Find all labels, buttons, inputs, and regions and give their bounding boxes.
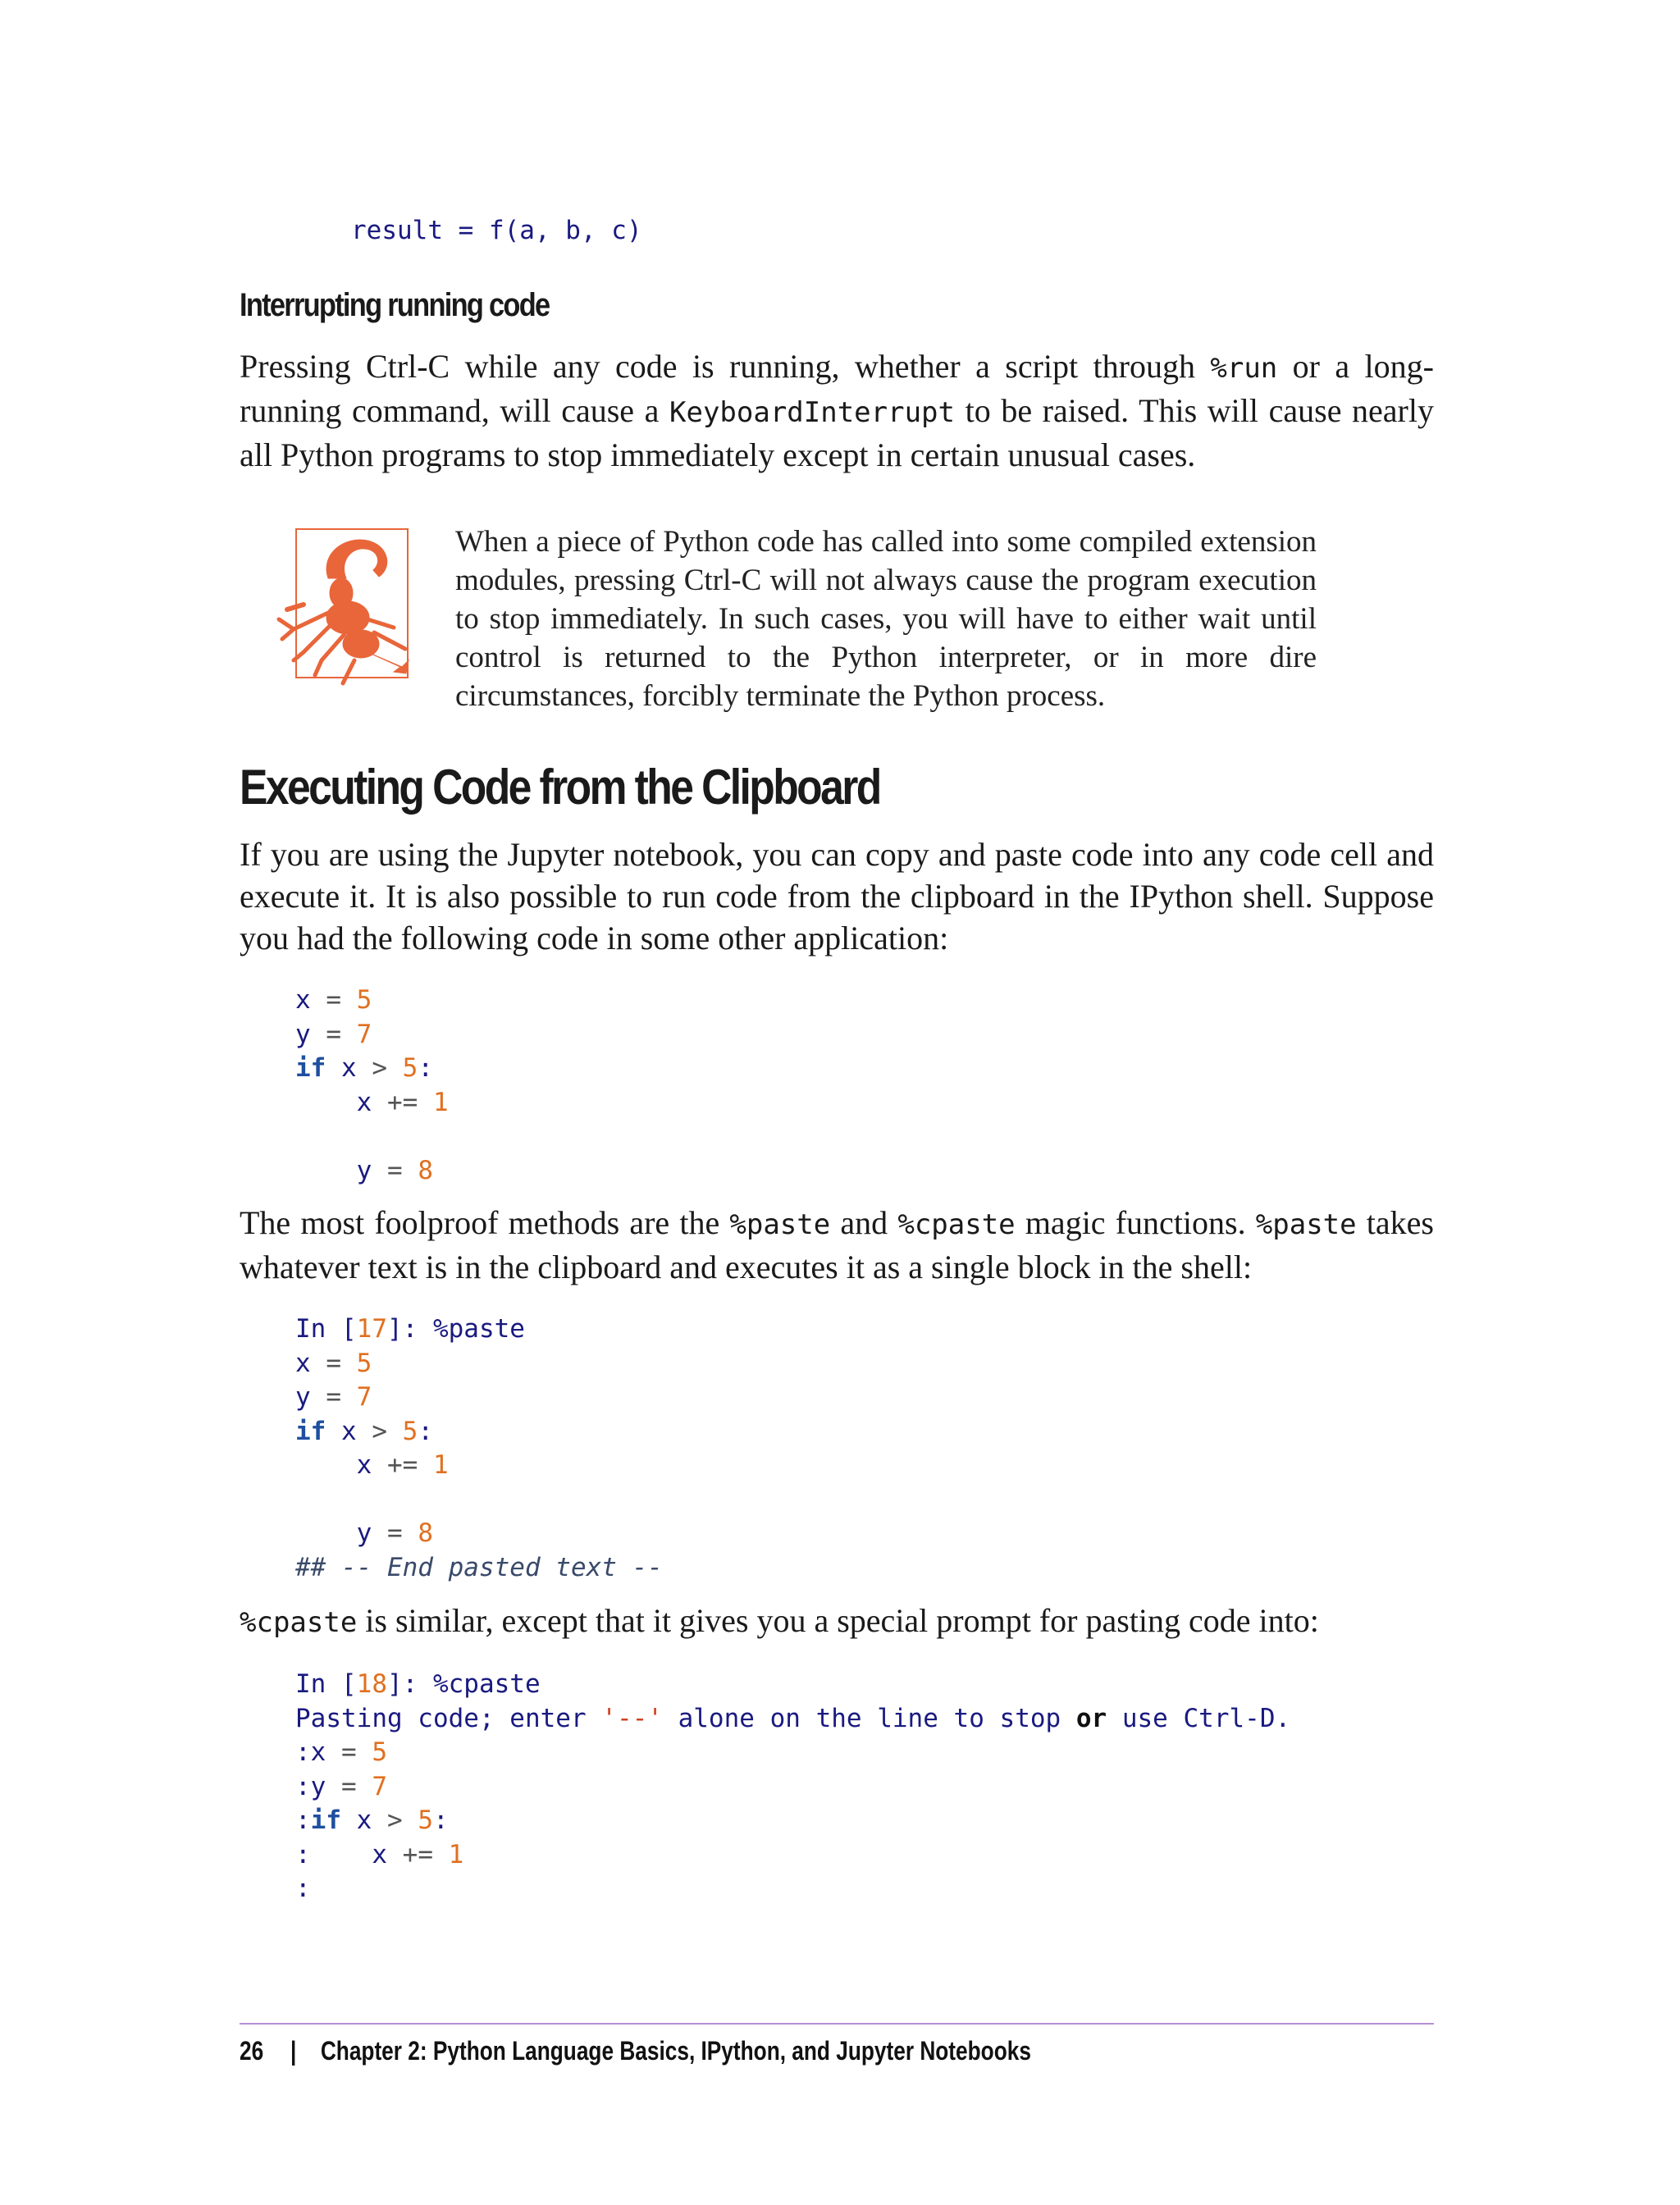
inline-code-paste: %paste xyxy=(729,1208,831,1241)
code-block-example: x = 5 y = 7 if x > 5: x += 1 y = 8 xyxy=(295,985,449,1185)
chapter-title: Chapter 2: Python Language Basics, IPython, and Jupyter Notebooks xyxy=(320,2036,1031,2066)
footer xyxy=(240,2036,1031,2066)
inline-code-run: %run xyxy=(1210,352,1278,385)
code-block-cpaste: In [18]: %cpaste Pasting code; enter '--' alone on the line to stop or use Ctrl-D. :x = 5 :y = 7 :if x > 5: : x += 1 : xyxy=(295,1669,1291,1903)
inline-code-cpaste-2: %cpaste xyxy=(240,1606,358,1639)
note-text: When a piece of Python code has called into some compiled extension modules, pressing Ctrl-C will not always cause the program execution to stop immediately. In such cases, you will have to either wait until control is returned to the Python interpreter, or in more dire circumstances, forcibly terminate the Python process. xyxy=(455,525,1317,713)
paragraph-paste-magic: The most foolproof methods are the %paste and %cpaste magic functions. %paste takes whatever text is in the clipboard and executes it as a single block in the shell: xyxy=(240,1204,1434,1285)
inline-code-cpaste: %cpaste xyxy=(897,1208,1016,1241)
inline-code-paste-2: %paste xyxy=(1255,1208,1357,1241)
footer-separator: | xyxy=(290,2036,297,2066)
code-block-paste: In [17]: %paste x = 5 y = 7 if x > 5: x += 1 y = 8 ## -- End pasted text -- xyxy=(295,1314,663,1582)
footer-rule xyxy=(240,2023,1434,2025)
paragraph-interrupt: Pressing Ctrl-C while any code is running, whether a script through %run or a long-running command, will cause a KeyboardInterrupt to be raised. This will cause nearly all Python programs to stop immediately except in certain unusual cases. xyxy=(240,348,1434,473)
paragraph-cpaste: %cpaste is similar, except that it gives you a special prompt for pasting code into: xyxy=(240,1602,1319,1639)
heading-clipboard: Executing Code from the Clipboard xyxy=(240,760,880,815)
paragraph-clipboard-intro: If you are using the Jupyter notebook, you can copy and paste code into any code cell and execute it. It is also possible to run code from the clipboard in the IPython shell. Suppose you had the following code in some other application: xyxy=(240,836,1434,956)
page-number: 26 xyxy=(240,2036,264,2066)
inline-code-keyboardinterrupt: KeyboardInterrupt xyxy=(669,396,955,429)
heading-interrupting: Interrupting running code xyxy=(240,287,550,323)
code-comment: ## -- End pasted text -- xyxy=(295,1552,663,1582)
scorpion-icon xyxy=(271,529,451,693)
code-line-result: result = f(a, b, c) xyxy=(351,216,642,245)
